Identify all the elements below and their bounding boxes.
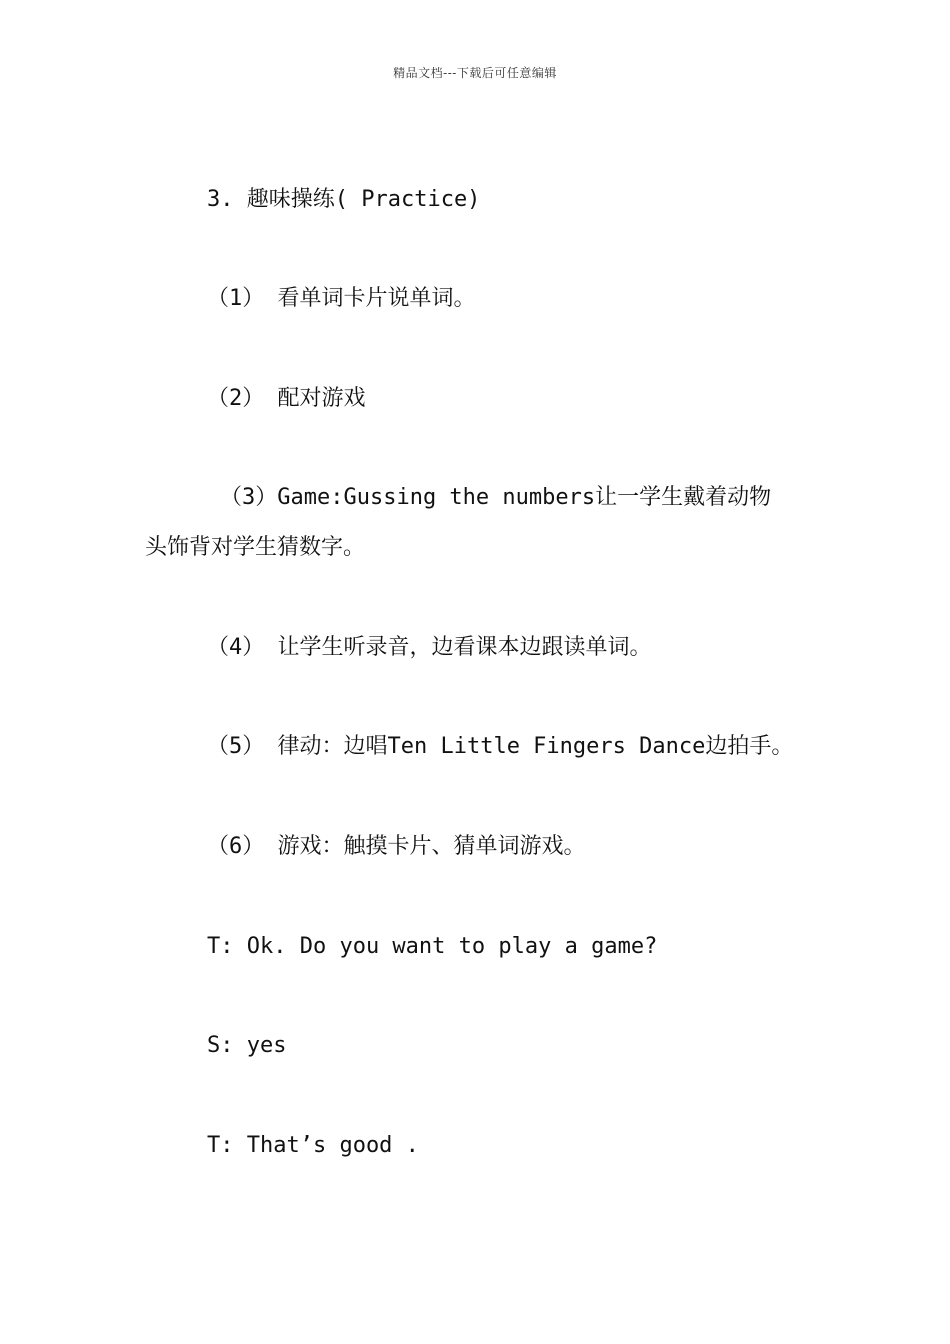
item-3-line-1: （3）Game:Gussing the numbers让一学生戴着动物 — [220, 485, 772, 510]
section-heading-practice: 3. 趣味操练( Practice) — [207, 187, 481, 212]
item-6: （6） 游戏：触摸卡片、猜单词游戏。 — [207, 834, 586, 859]
item-1: （1） 看单词卡片说单词。 — [207, 286, 476, 311]
item-3-line-2: 头饰背对学生猜数字。 — [145, 535, 366, 560]
page-header: 精品文档---下载后可任意编辑 — [393, 66, 557, 80]
dialogue-teacher-2: T: That’s good . — [207, 1133, 419, 1158]
item-4: （4） 让学生听录音，边看课本边跟读单词。 — [207, 635, 652, 660]
item-5: （5） 律动：边唱Ten Little Fingers Dance边拍手。 — [207, 734, 794, 759]
item-2: （2） 配对游戏 — [207, 386, 366, 411]
dialogue-student-1: S: yes — [207, 1033, 287, 1058]
dialogue-teacher-1: T: Ok. Do you want to play a game? — [207, 934, 658, 959]
